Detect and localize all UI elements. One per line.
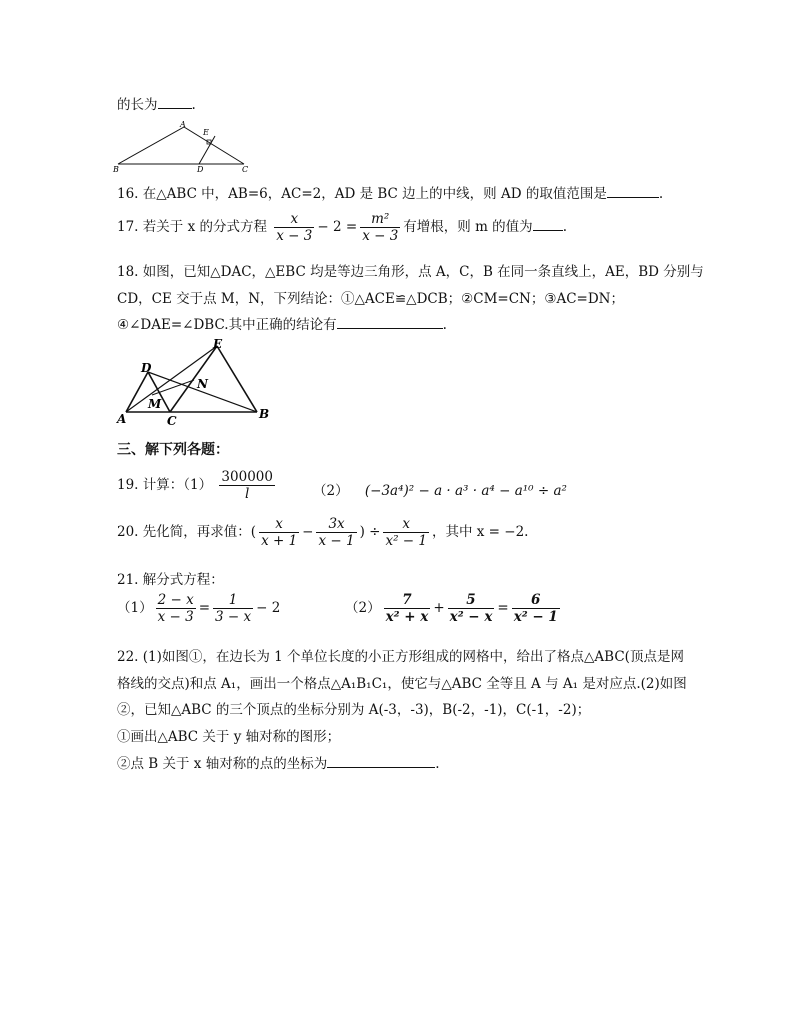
q21-p2-plus: + [433,600,445,616]
q21-p2-f2-denominator: x² − x [449,609,493,625]
q20-div: ) ÷ [359,524,381,540]
q20-fraction-3 [383,516,429,549]
q17-f2-denominator: x − 3 [362,228,399,244]
q17-end: . [562,219,567,235]
q16-answer-blank[interactable] [607,185,659,198]
q18-line-1: 18. 如图，已知△DAC，△EBC 均是等边三角形，点 A，C，B 在同一条直线上，AE，BD 分别与 [117,264,704,280]
q19-label: 计算：（1） [142,477,213,493]
q19-denominator: l [245,486,250,502]
fig2-label-n: N [197,377,208,391]
q17-fraction-1 [274,211,314,244]
q21-p1-tail: − 2 [256,600,281,616]
q21-p2-label: （2） [345,600,381,616]
q21-part2 [345,592,563,625]
fig1-edge-ac [184,127,244,164]
q21-p2-f3-numerator: 6 [512,592,560,609]
q20-f3-denominator: x² − 1 [385,533,427,549]
q22-line-5-text: ②点 B 关于 x 轴对称的点的坐标为 [117,756,328,772]
q17-number: 17. [117,219,139,235]
q21-p1-label: （1） [117,600,153,616]
fig2-label-b: B [259,407,270,421]
q21-p1-fraction-1 [156,592,196,625]
q18-answer-blank[interactable] [337,316,443,329]
q19-part2-label: （2） [313,483,349,499]
figure-equilateral-triangles [115,336,275,426]
q15-end: . [191,97,196,113]
fig2-edge-ce [170,346,217,412]
q18-end: . [442,317,447,333]
q22-end: . [435,756,440,772]
figure-triangle-abc [112,118,257,174]
q21-p1-f1-numerator: 2 − x [157,592,194,608]
q17-fraction-2 [360,211,400,244]
q21-p2-eq: = [497,600,509,616]
q17-f1-numerator: x [274,211,314,228]
q21-p1-f2-numerator: 1 [213,592,253,609]
q17-f2-numerator: m² [360,211,400,228]
q21-p2-f3-denominator: x² − 1 [513,609,558,625]
q18-line-3-text: ④∠DAE=∠DBC.其中正确的结论有 [117,317,337,333]
fig1-label-b: B [113,165,119,174]
fig2-label-e: E [213,337,223,351]
fig2-edge-eb [217,346,257,412]
q17-answer-blank[interactable] [533,218,563,231]
q20-f2-denominator: x − 1 [318,533,355,549]
q21-p2-f2-numerator: 5 [448,592,495,609]
q16-line [117,182,663,202]
fig1-label-d: D [197,165,204,174]
q18-line-3 [117,313,447,333]
q17-f1-denominator: x − 3 [276,228,313,244]
q21-p2-f1-denominator: x² + x [385,609,429,625]
q20-minus: − [302,524,314,540]
q20-f1-numerator: x [259,516,299,533]
q15-line [117,93,196,113]
q20-f1-denominator: x + 1 [261,533,298,549]
q22-answer-blank[interactable] [327,755,435,768]
fig1-label-e: E [203,128,209,137]
fig2-label-c: C [167,414,177,426]
q20-text-post: ，其中 x = −2. [431,524,529,540]
q19-part2 [313,479,567,499]
q20-text-pre: 先化简，再求值：( [142,524,257,540]
fig2-label-d: D [141,361,152,375]
fig1-label-c: C [242,165,249,174]
q21-part1 [117,592,280,625]
q20-fraction-2 [316,516,356,549]
q19-number: 19. [117,477,139,493]
q21-p1-eq: = [198,600,211,616]
q16-end: . [658,186,664,202]
q21-title: 21. 解分式方程： [117,572,224,588]
q22-line-2: 格线的交点)和点 A₁，画出一个格点△A₁B₁C₁，使它与△ABC 全等且 A 与 A₁ 是对应点.(2)如图 [117,676,687,692]
section-3-heading: 三、解下列各题： [117,442,229,458]
q18-line-2: CD，CE 交于点 M，N，下列结论：①△ACE≌△DCB；②CM=CN；③AC=DN； [117,291,624,307]
fig2-label-a: A [117,412,127,426]
q16-text: 16. 在△ABC 中，AB=6，AC=2，AD 是 BC 边上的中线，则 AD 的取值范围是 [117,186,607,202]
q17-line [117,211,567,244]
q21-p1-f2-denominator: 3 − x [215,609,252,625]
q20-f2-numerator: 3x [316,516,356,533]
q17-text-pre: 若关于 x 的分式方程 [142,219,267,235]
q19-line [117,469,278,502]
fig1-edge-ba [118,127,184,164]
q17-mid: − 2 = [317,219,358,235]
q21-p2-fraction-2 [448,592,495,625]
q17-text-post: 有增根，则 m 的值为 [403,219,533,235]
q20-number: 20. [117,524,139,540]
q21-p2-f1-numerator: 7 [384,592,431,609]
q22-line-1: 22. (1)如图①，在边长为 1 个单位长度的小正方形组成的网格中，给出了格点△ABC(顶点是网 [117,649,684,665]
q22-line-4: ①画出△ABC 关于 y 轴对称的图形； [117,729,341,745]
q21-p2-fraction-3 [512,592,560,625]
q20-line [117,516,528,549]
fig2-edge-ad [126,372,148,412]
q21-p1-f1-denominator: x − 3 [157,609,194,625]
q19-part2-expression: (−3a⁴)² − a · a³ · a⁴ − a¹⁰ ÷ a² [364,483,567,499]
q20-fraction-1 [259,516,299,549]
q19-numerator: 300000 [221,469,273,485]
fig2-label-m: M [148,397,162,411]
q19-fraction [219,469,275,502]
q22-line-3: ②，已知△ABC 的三个顶点的坐标分别为 A(-3，-3)，B(-2，-1)，C(-1，-2)； [117,702,591,718]
q22-line-5 [117,752,440,772]
fig1-label-a: A [180,120,186,129]
q21-p1-fraction-2 [213,592,253,625]
q21-p2-fraction-1 [384,592,431,625]
q15-text: 的长为 [117,97,158,113]
q20-f3-numerator: x [383,516,429,533]
q15-answer-blank[interactable] [158,96,192,109]
